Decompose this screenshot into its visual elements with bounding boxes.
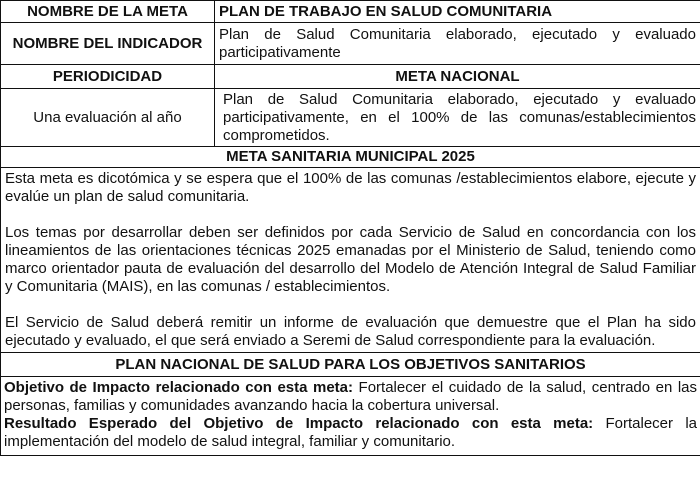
resultado-label: Resultado Esperado del Objetivo de Impacto relacionado con esta meta:	[4, 415, 594, 432]
meta-nacional-label: META NACIONAL	[215, 65, 700, 89]
indicador-value: Plan de Salud Comunitaria elaborado, ejecutado y evaluado participativamente	[215, 23, 700, 65]
objetivo-paragraph	[4, 379, 697, 415]
resultado-text: Fortalecer la implementación del modelo de salud integral, familiar y comunitario.	[4, 415, 697, 450]
nombre-meta-label: NOMBRE DE LA META	[1, 1, 215, 23]
row-nombre-meta	[1, 1, 700, 23]
meta-nacional-value: Plan de Salud Comunitaria elaborado, ejecutado y evaluado participativamente, en el 100% de las comunas/establecimientos comprometidos.	[215, 89, 700, 147]
indicador-label: NOMBRE DEL INDICADOR	[1, 23, 215, 65]
row-plan-nacional-body	[1, 377, 700, 456]
row-municipal-body	[1, 168, 700, 353]
objetivo-text: Fortalecer el cuidado de la salud, centrado en las personas, familias y comunidades avanzando hacia la cobertura universal.	[4, 379, 698, 414]
row-municipal-title	[1, 147, 700, 168]
row-periodicidad-values	[1, 89, 700, 147]
municipal-body	[1, 168, 700, 353]
plan-nacional-body	[1, 377, 700, 456]
plan-nacional-title: PLAN NACIONAL DE SALUD PARA LOS OBJETIVOS SANITARIOS	[1, 353, 700, 377]
nombre-meta-value: PLAN DE TRABAJO EN SALUD COMUNITARIA	[215, 1, 700, 23]
row-indicador	[1, 23, 700, 65]
municipal-paragraph-1: Esta meta es dicotómica y se espera que el 100% de las comunas /establecimientos elabore, ejecute y evalúe un plan de salud comunitaria.	[5, 170, 696, 205]
objetivo-label: Objetivo de Impacto relacionado con esta meta:	[4, 379, 354, 396]
row-periodicidad-header	[1, 65, 700, 89]
municipal-paragraph-2: Los temas por desarrollar deben ser definidos por cada Servicio de Salud en concordancia con los lineamientos de las orientaciones técnicas 2025 emanadas por el Ministerio de Salud, teniendo como marco orientador pauta de evaluación del desarrollo del Modelo de Atención Integral de Salud Familiar y Comunitaria (MAIS), en las comunas / establecimientos.	[5, 224, 696, 295]
row-plan-nacional-title	[1, 353, 700, 377]
resultado-paragraph	[4, 415, 697, 451]
municipal-title: META SANITARIA MUNICIPAL 2025	[1, 147, 700, 168]
periodicidad-label: PERIODICIDAD	[1, 65, 215, 89]
municipal-paragraph-3: El Servicio de Salud deberá remitir un informe de evaluación que demuestre que el Plan ha sido ejecutado y evaluado, el que será enviado a Seremi de Salud correspondiente para la evaluación.	[5, 314, 696, 349]
periodicidad-value: Una evaluación al año	[1, 89, 215, 147]
